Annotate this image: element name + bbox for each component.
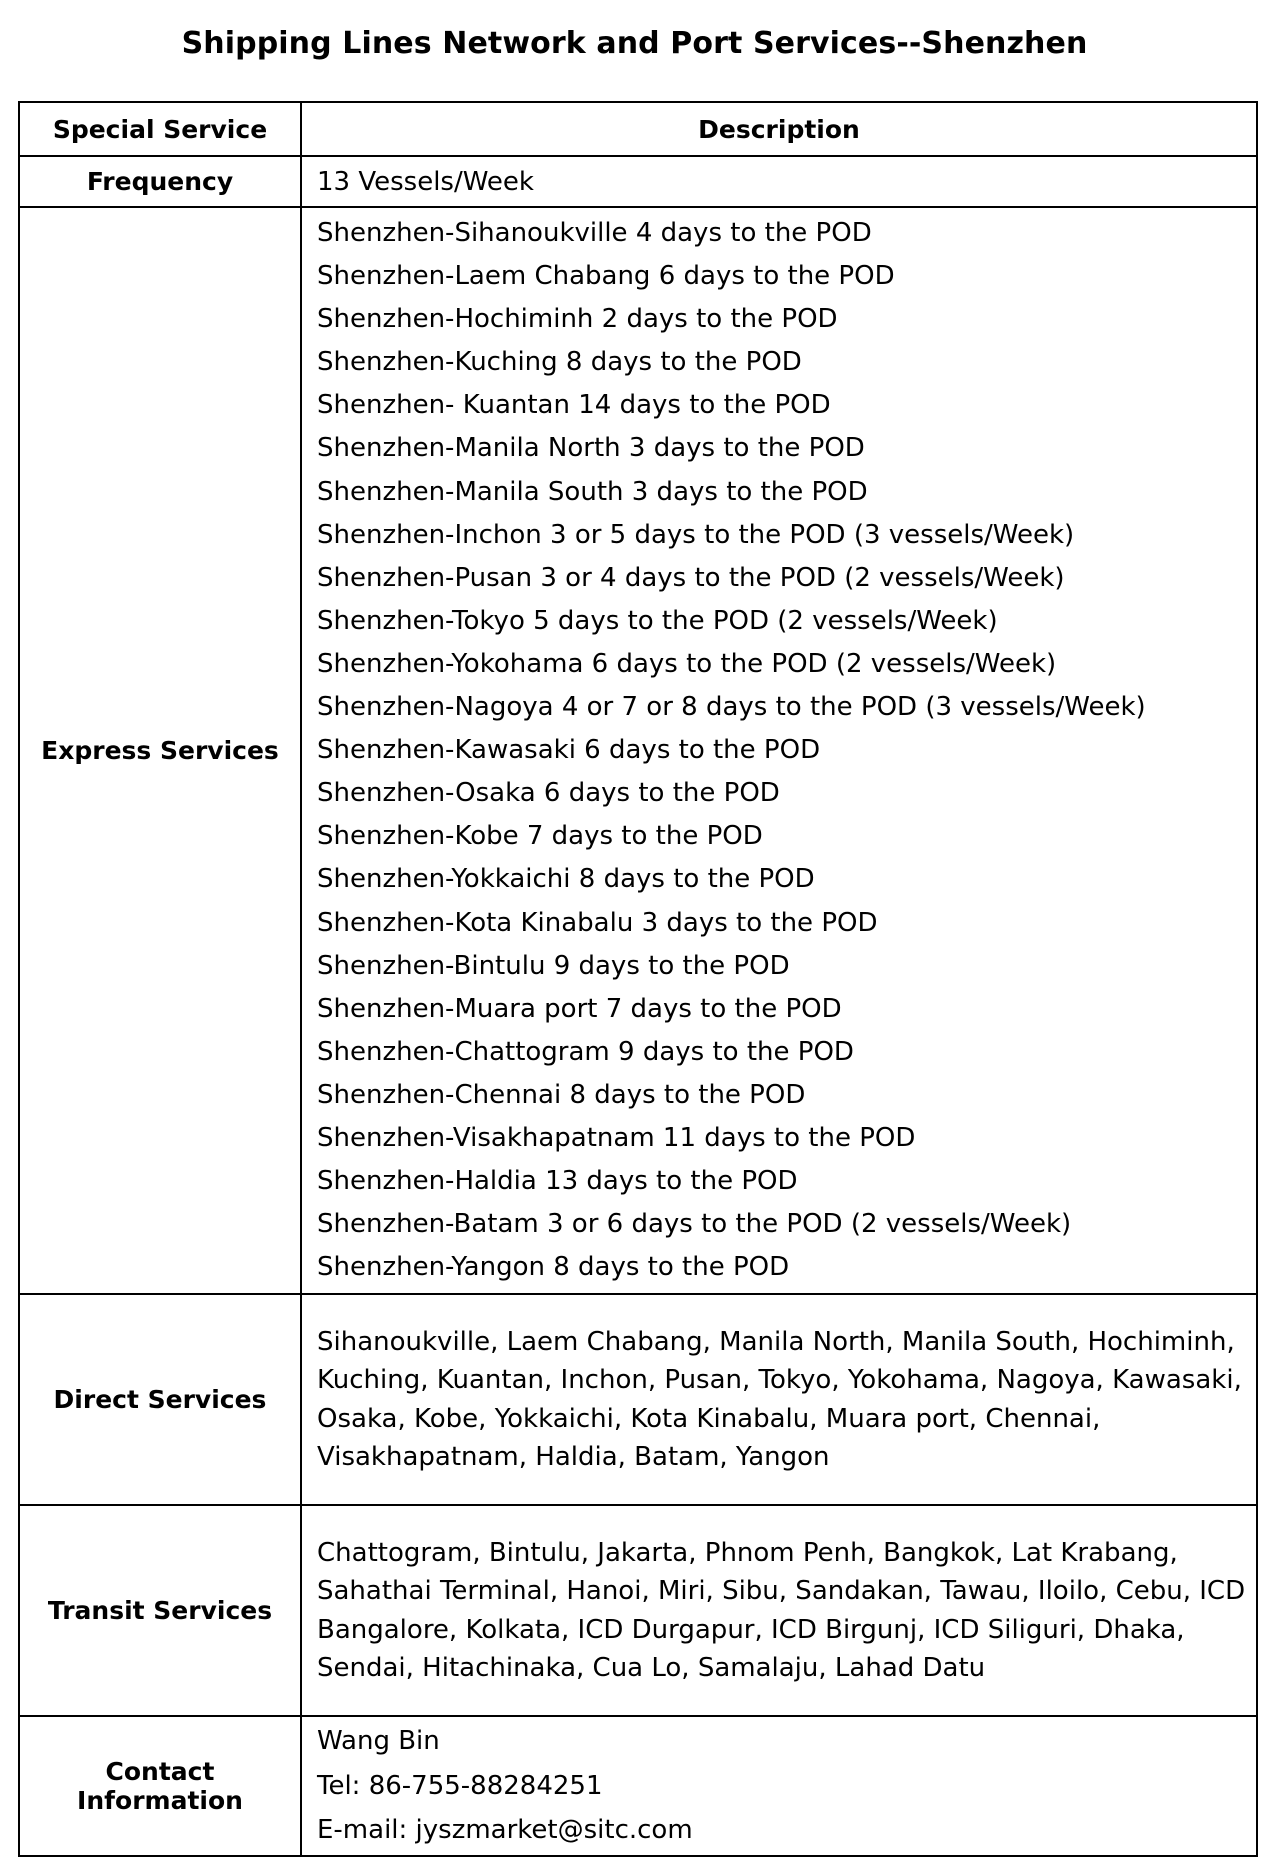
contact-email: E-mail: jyszmarket@sitc.com (317, 1815, 693, 1846)
express-route-line: Shenzhen-Inchon 3 or 5 days to the POD (3 vessels/Week) (317, 519, 1075, 550)
table-header-row (19, 102, 1257, 156)
express-route-line: Shenzhen-Kawasaki 6 days to the POD (317, 735, 821, 766)
transit-services-text: Chattogram, Bintulu, Jakarta, Phnom Penh, Bangkok, Lat Krabang, Sahathai Terminal, Hanoi, Miri, Sibu, Sandakan, Tawau, Iloilo, Cebu, ICD Bangalore, Kolkata, ICD Durgapur, ICD Birgunj, ICD Siliguri, Dhaka, Sendai, Hitachinaka, Cua Lo, Samalaju, Lahad Datu (317, 1538, 1246, 1684)
express-route-line: Shenzhen-Batam 3 or 6 days to the POD (2 vessels/Week) (317, 1209, 1072, 1240)
services-table (18, 101, 1258, 1857)
direct-services-label: Direct Services (19, 1294, 301, 1505)
transit-services-row (19, 1505, 1257, 1716)
direct-services-description (301, 1294, 1257, 1505)
express-route-line: Shenzhen-Yangon 8 days to the POD (317, 1252, 790, 1283)
express-services-description (301, 207, 1257, 1294)
express-route-line: Shenzhen-Osaka 6 days to the POD (317, 778, 780, 809)
transit-services-label: Transit Services (19, 1505, 301, 1716)
express-route-line: Shenzhen-Yokohama 6 days to the POD (2 vessels/Week) (317, 648, 1057, 679)
express-route-line: Shenzhen-Haldia 13 days to the POD (317, 1166, 798, 1197)
express-services-label: Express Services (19, 207, 301, 1294)
document-title: Shipping Lines Network and Port Services--Shenzhen (181, 26, 1088, 61)
header-description: Description (301, 102, 1257, 156)
express-services-row (19, 207, 1257, 1294)
header-special-service: Special Service (19, 102, 301, 156)
transit-services-description (301, 1505, 1257, 1716)
contact-tel: Tel: 86-755-88284251 (317, 1770, 603, 1801)
express-route-line: Shenzhen-Hochiminh 2 days to the POD (317, 304, 838, 335)
express-route-line: Shenzhen-Kobe 7 days to the POD (317, 821, 763, 852)
express-route-line: Shenzhen-Visakhapatnam 11 days to the POD (317, 1122, 916, 1153)
express-route-line: Shenzhen-Chattogram 9 days to the POD (317, 1036, 854, 1067)
express-route-line: Shenzhen-Bintulu 9 days to the POD (317, 950, 790, 981)
express-route-line: Shenzhen- Kuantan 14 days to the POD (317, 390, 831, 421)
contact-name: Wang Bin (317, 1726, 440, 1757)
express-route-line: Shenzhen-Kota Kinabalu 3 days to the POD (317, 907, 878, 938)
direct-services-row (19, 1294, 1257, 1505)
contact-information-description (301, 1716, 1257, 1856)
express-route-line: Shenzhen-Tokyo 5 days to the POD (2 vessels/Week) (317, 605, 998, 636)
express-route-line: Shenzhen-Yokkaichi 8 days to the POD (317, 864, 815, 895)
express-route-line: Shenzhen-Chennai 8 days to the POD (317, 1079, 806, 1110)
frequency-label: Frequency (19, 156, 301, 207)
frequency-value: 13 Vessels/Week (301, 156, 1257, 207)
express-route-line: Shenzhen-Pusan 3 or 4 days to the POD (2 vessels/Week) (317, 562, 1065, 593)
express-route-line: Shenzhen-Kuching 8 days to the POD (317, 347, 802, 378)
express-route-list (317, 208, 1256, 1293)
express-route-line: Shenzhen-Sihanoukville 4 days to the POD (317, 218, 872, 248)
express-route-line: Shenzhen-Laem Chabang 6 days to the POD (317, 261, 895, 292)
express-route-line: Shenzhen-Muara port 7 days to the POD (317, 993, 842, 1024)
express-route-line: Shenzhen-Manila North 3 days to the POD (317, 433, 865, 464)
frequency-row (19, 156, 1257, 207)
express-route-line: Shenzhen-Nagoya 4 or 7 or 8 days to the POD (3 vessels/Week) (317, 692, 1146, 723)
contact-information-label: Contact Information (19, 1716, 301, 1856)
direct-services-text: Sihanoukville, Laem Chabang, Manila North, Manila South, Hochiminh, Kuching, Kuantan, Inchon, Pusan, Tokyo, Yokohama, Nagoya, Kawasaki, Osaka, Kobe, Yokkaichi, Kota Kinabalu, Muara port, Chennai, Visakhapatnam, Haldia, Batam, Yangon (317, 1327, 1242, 1473)
express-route-line: Shenzhen-Manila South 3 days to the POD (317, 476, 868, 507)
contact-information-row (19, 1716, 1257, 1856)
